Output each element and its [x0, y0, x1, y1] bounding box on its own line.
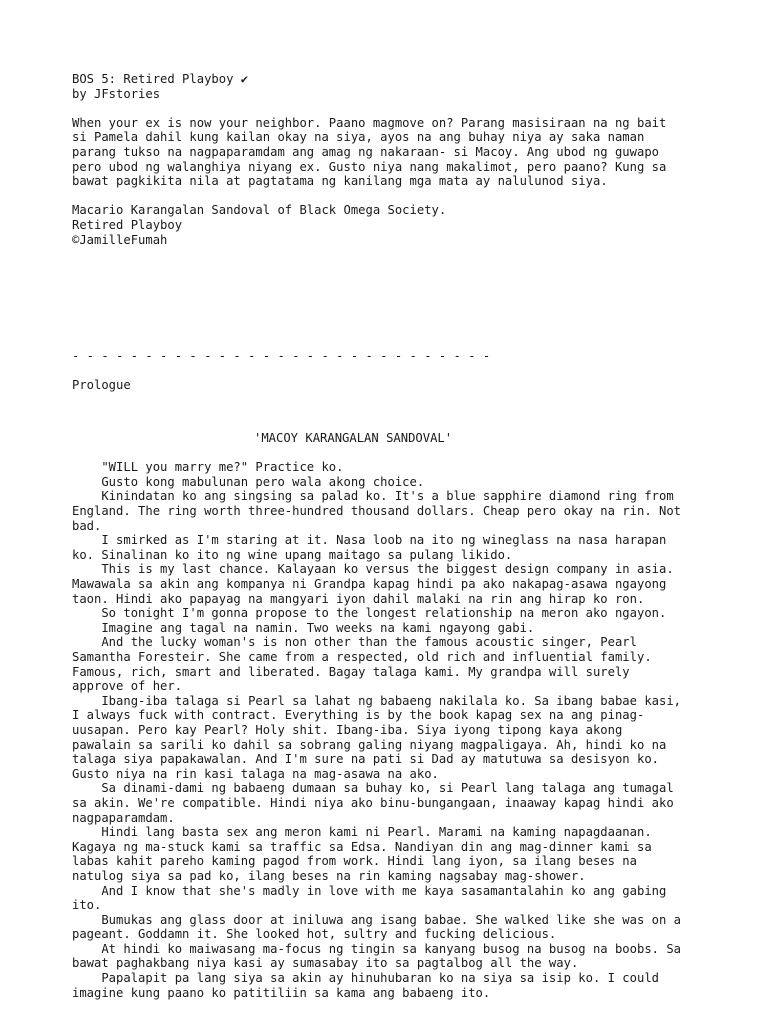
- body-line: And the lucky woman's is non other than the famous acoustic singer, Pearl: [72, 635, 637, 650]
- credit-line: Retired Playboy: [72, 217, 183, 232]
- body-line: Papalapit pa lang siya sa akin ay hinuhubaran ko na siya sa isip ko. I could: [72, 971, 659, 986]
- body-line: I smirked as I'm staring at it. Nasa loob na ito ng wineglass na nasa harapan: [72, 533, 667, 548]
- body-line: Kagaya ng ma-stuck kami sa traffic sa Edsa. Nandiyan din ang mag-dinner kami sa: [72, 839, 652, 854]
- body-line: approve of her.: [72, 679, 183, 694]
- credit-line: Macario Karangalan Sandoval of Black Omega Society.: [72, 203, 447, 218]
- blurb-line: When your ex is now your neighbor. Paano magmove on? Parang masisiraan na ng bait: [72, 115, 667, 130]
- body-line: pawalain sa sarili ko dahil sa sobrang galing niyang magpaligaya. Ah, hindi ko na: [72, 737, 667, 752]
- body-line: Kinindatan ko ang singsing sa palad ko. It's a blue sapphire diamond ring from: [72, 489, 674, 504]
- section-title: Prologue: [72, 378, 131, 393]
- blurb-line: parang tukso na nagpaparamdam ang amag ng nakaraan- si Macoy. Ang ubod ng guwapo: [72, 144, 659, 159]
- body-line: Mawawala sa akin ang kompanya ni Grandpa kapag hindi pa ako nakapag-asawa ngayong: [72, 577, 667, 592]
- body-line: Gusto kong mabulunan pero wala akong choice.: [72, 474, 425, 489]
- body-line: Ibang-iba talaga si Pearl sa lahat ng babaeng nakilala ko. Sa ibang babae kasi,: [72, 693, 682, 708]
- body-line: Gusto niya na rin kasi talaga na mag-asawa na ako.: [72, 766, 439, 781]
- body-line: nagpaparamdam.: [72, 810, 175, 825]
- body-line: "WILL you marry me?" Practice ko.: [72, 460, 344, 475]
- body-line: uusapan. Pero kay Pearl? Holy shit. Ibang-iba. Siya iyong tipong kaya akong: [72, 722, 623, 737]
- document-page: [72, 72, 722, 1000]
- body-line: Samantha Foresteir. She came from a respected, old rich and influential family.: [72, 650, 652, 664]
- body-line: taon. Hindi ako papayag na mangyari iyon dahil malaki na rin ang hirap ko ron.: [72, 591, 645, 606]
- body-line: I always fuck with contract. Everything is by the book kapag sex na ang pinag-: [72, 708, 645, 723]
- body-line: labas kahit pareho kaming pagod from work. Hindi lang iyon, sa ilang beses na: [72, 854, 637, 869]
- body-line: England. The ring worth three-hundred thousand dollars. Cheap pero okay na rin. Not: [72, 504, 682, 519]
- blurb-line: pero ubod ng walanghiya niyang ex. Gusto niya nang makalimot, pero paano? Kung sa: [72, 159, 667, 174]
- credit-line: ©JamilleFumah: [72, 232, 168, 247]
- story-credits: [72, 203, 722, 247]
- body-line: Imagine ang tagal na namin. Two weeks na kami ngayong gabi.: [72, 620, 535, 635]
- section-divider: - - - - - - - - - - - - - - - - - - - - - - - - - - - - -: [72, 349, 491, 364]
- body-line: And I know that she's madly in love with me kaya sasamantalahin ko ang gabing: [72, 883, 667, 898]
- chapter-heading: 'MACOY KARANGALAN SANDOVAL': [254, 431, 453, 446]
- body-line: sa akin. We're compatible. Hindi niya ako binu-bungangaan, inaaway kapag hindi ako: [72, 795, 674, 810]
- body-line: Hindi lang basta sex ang meron kami ni Pearl. Marami na kaming napagdaanan.: [72, 825, 652, 840]
- story-author: by JFstories: [72, 86, 161, 101]
- body-line: Bumukas ang glass door at iniluwa ang isang babae. She walked like she was on a: [72, 912, 682, 927]
- body-line: natulog siya sa pad ko, ilang beses na rin kaming nagsabay mag-shower.: [72, 868, 586, 883]
- body-line: So tonight I'm gonna propose to the longest relationship na meron ako ngayon.: [72, 606, 667, 621]
- body-line: talaga siya papakawalan. And I'm sure na pati si Dad ay matutuwa sa desisyon ko.: [72, 752, 659, 767]
- body-line: ko. Sinalinan ko ito ng wine upang maitago sa pulang likido.: [72, 547, 513, 562]
- story-blurb: [72, 116, 722, 189]
- body-line: Sa dinami-dami ng babaeng dumaan sa buhay ko, si Pearl lang talaga ang tumagal: [72, 781, 674, 796]
- body-line: This is my last chance. Kalayaan ko versus the biggest design company in asia.: [72, 562, 674, 577]
- blurb-line: bawat pagkikita nila at pagtatama ng kanilang mga mata ay nalulunod siya.: [72, 174, 608, 189]
- body-line: pageant. Goddamn it. She looked hot, sultry and fucking delicious.: [72, 927, 557, 942]
- prologue-body: [72, 460, 722, 1000]
- body-line: bad.: [72, 518, 102, 533]
- body-line: At hindi ko maiwasang ma-focus ng tingin sa kanyang busog na busog na boobs. Sa: [72, 941, 682, 956]
- blurb-line: si Pamela dahil kung kailan okay na siya, ayos na ang buhay niya ay saka naman: [72, 130, 645, 145]
- body-line: ito.: [72, 898, 102, 913]
- body-line: Famous, rich, smart and liberated. Bagay talaga kami. My grandpa will surely: [72, 664, 630, 679]
- story-title: BOS 5: Retired Playboy ✔: [72, 72, 249, 86]
- body-line: imagine kung paano ko patitiliin sa kama ang babaeng ito.: [72, 985, 491, 1000]
- body-line: bawat paghakbang niya kasi ay sumasabay ito sa pagtalbog all the way.: [72, 956, 579, 971]
